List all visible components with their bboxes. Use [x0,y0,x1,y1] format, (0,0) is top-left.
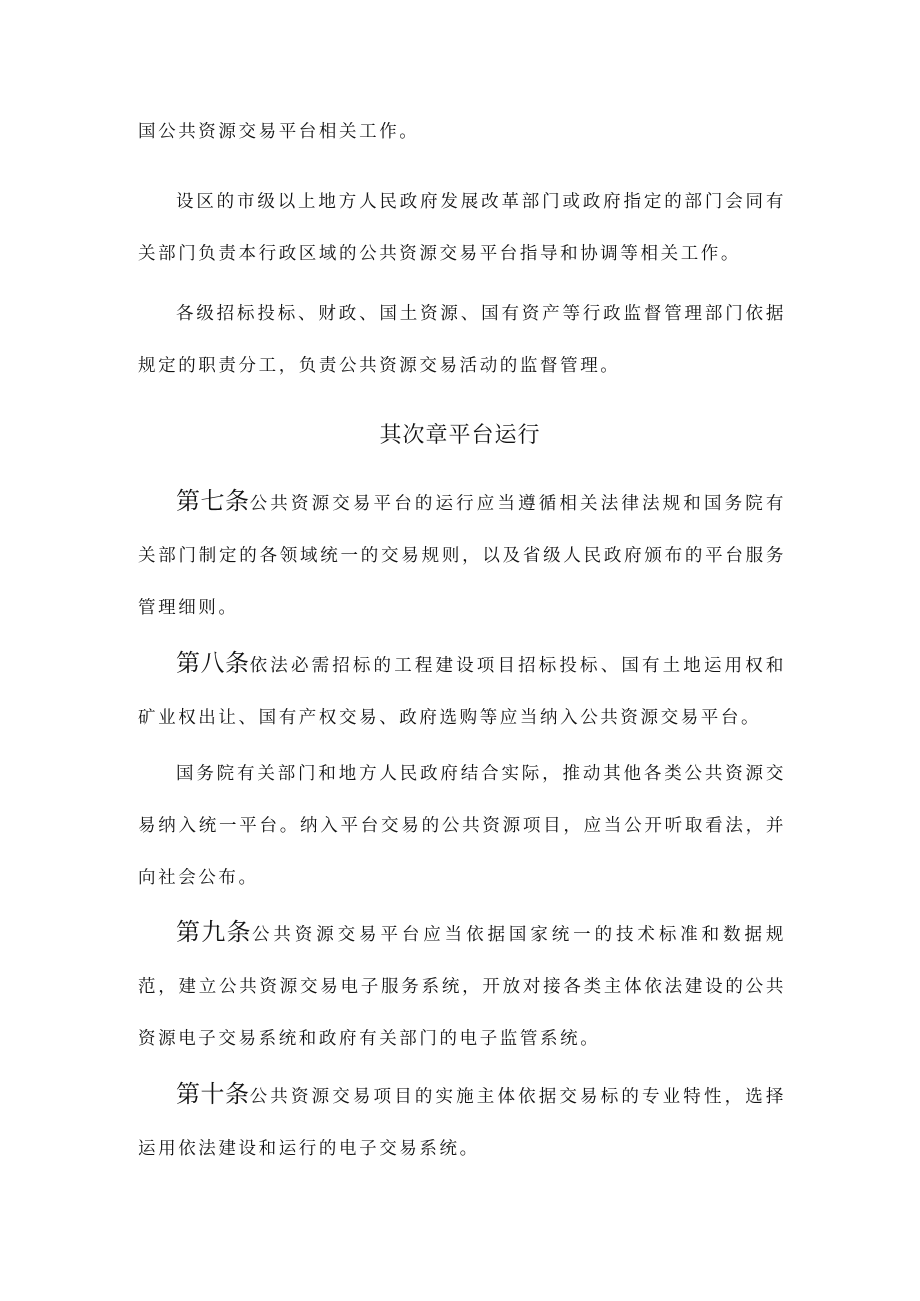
article-8 [138,637,786,744]
article-8-text: 依法必需招标的工程建设项目招标投标、国有土地运用权和矿业权出让、国有产权交易、政府选购等应当纳入公共资源交易平台。 [138,656,786,728]
paragraph-supervision: 各级招标投标、财政、国土资源、国有资产等行政监督管理部门依据规定的职责分工，负责公共资源交易活动的监督管理。 [138,304,786,376]
article-7-text: 公共资源交易平台的运行应当遵循相关法律法规和国务院有关部门制定的各领域统一的交易规则，以及省级人民政府颁布的平台服务管理细则。 [138,494,786,618]
paragraph-continuation: 国公共资源交易平台相关工作。 [138,122,420,142]
paragraph-other-resources: 国务院有关部门和地方人民政府结合实际，推动其他各类公共资源交易纳入统一平台。纳入平台交易的公共资源项目，应当公开听取看法，并向社会公布。 [138,764,786,888]
article-8-number: 第八条 [176,649,250,677]
article-9-text: 公共资源交易平台应当依据国家统一的技术标准和数据规范，建立公共资源交易电子服务系统，开放对接各类主体依法建设的公共资源电子交易系统和政府有关部门的电子监管系统。 [138,925,787,1049]
article-10-text: 公共资源交易项目的实施主体依据交易标的专业特性，选择运用依法建设和运行的电子交易系统。 [138,1087,786,1159]
article-10-number: 第十条 [176,1080,250,1108]
article-7-number: 第七条 [176,487,250,515]
article-10 [138,1068,786,1175]
article-9-number: 第九条 [176,918,252,946]
article-7 [138,475,786,634]
chapter-title: 其次章平台运行 [379,423,541,448]
article-9 [138,906,786,1065]
paragraph-development-reform: 设区的市级以上地方人民政府发展改革部门或政府指定的部门会同有关部门负责本行政区域的公共资源交易平台指导和协调等相关工作。 [138,192,786,264]
